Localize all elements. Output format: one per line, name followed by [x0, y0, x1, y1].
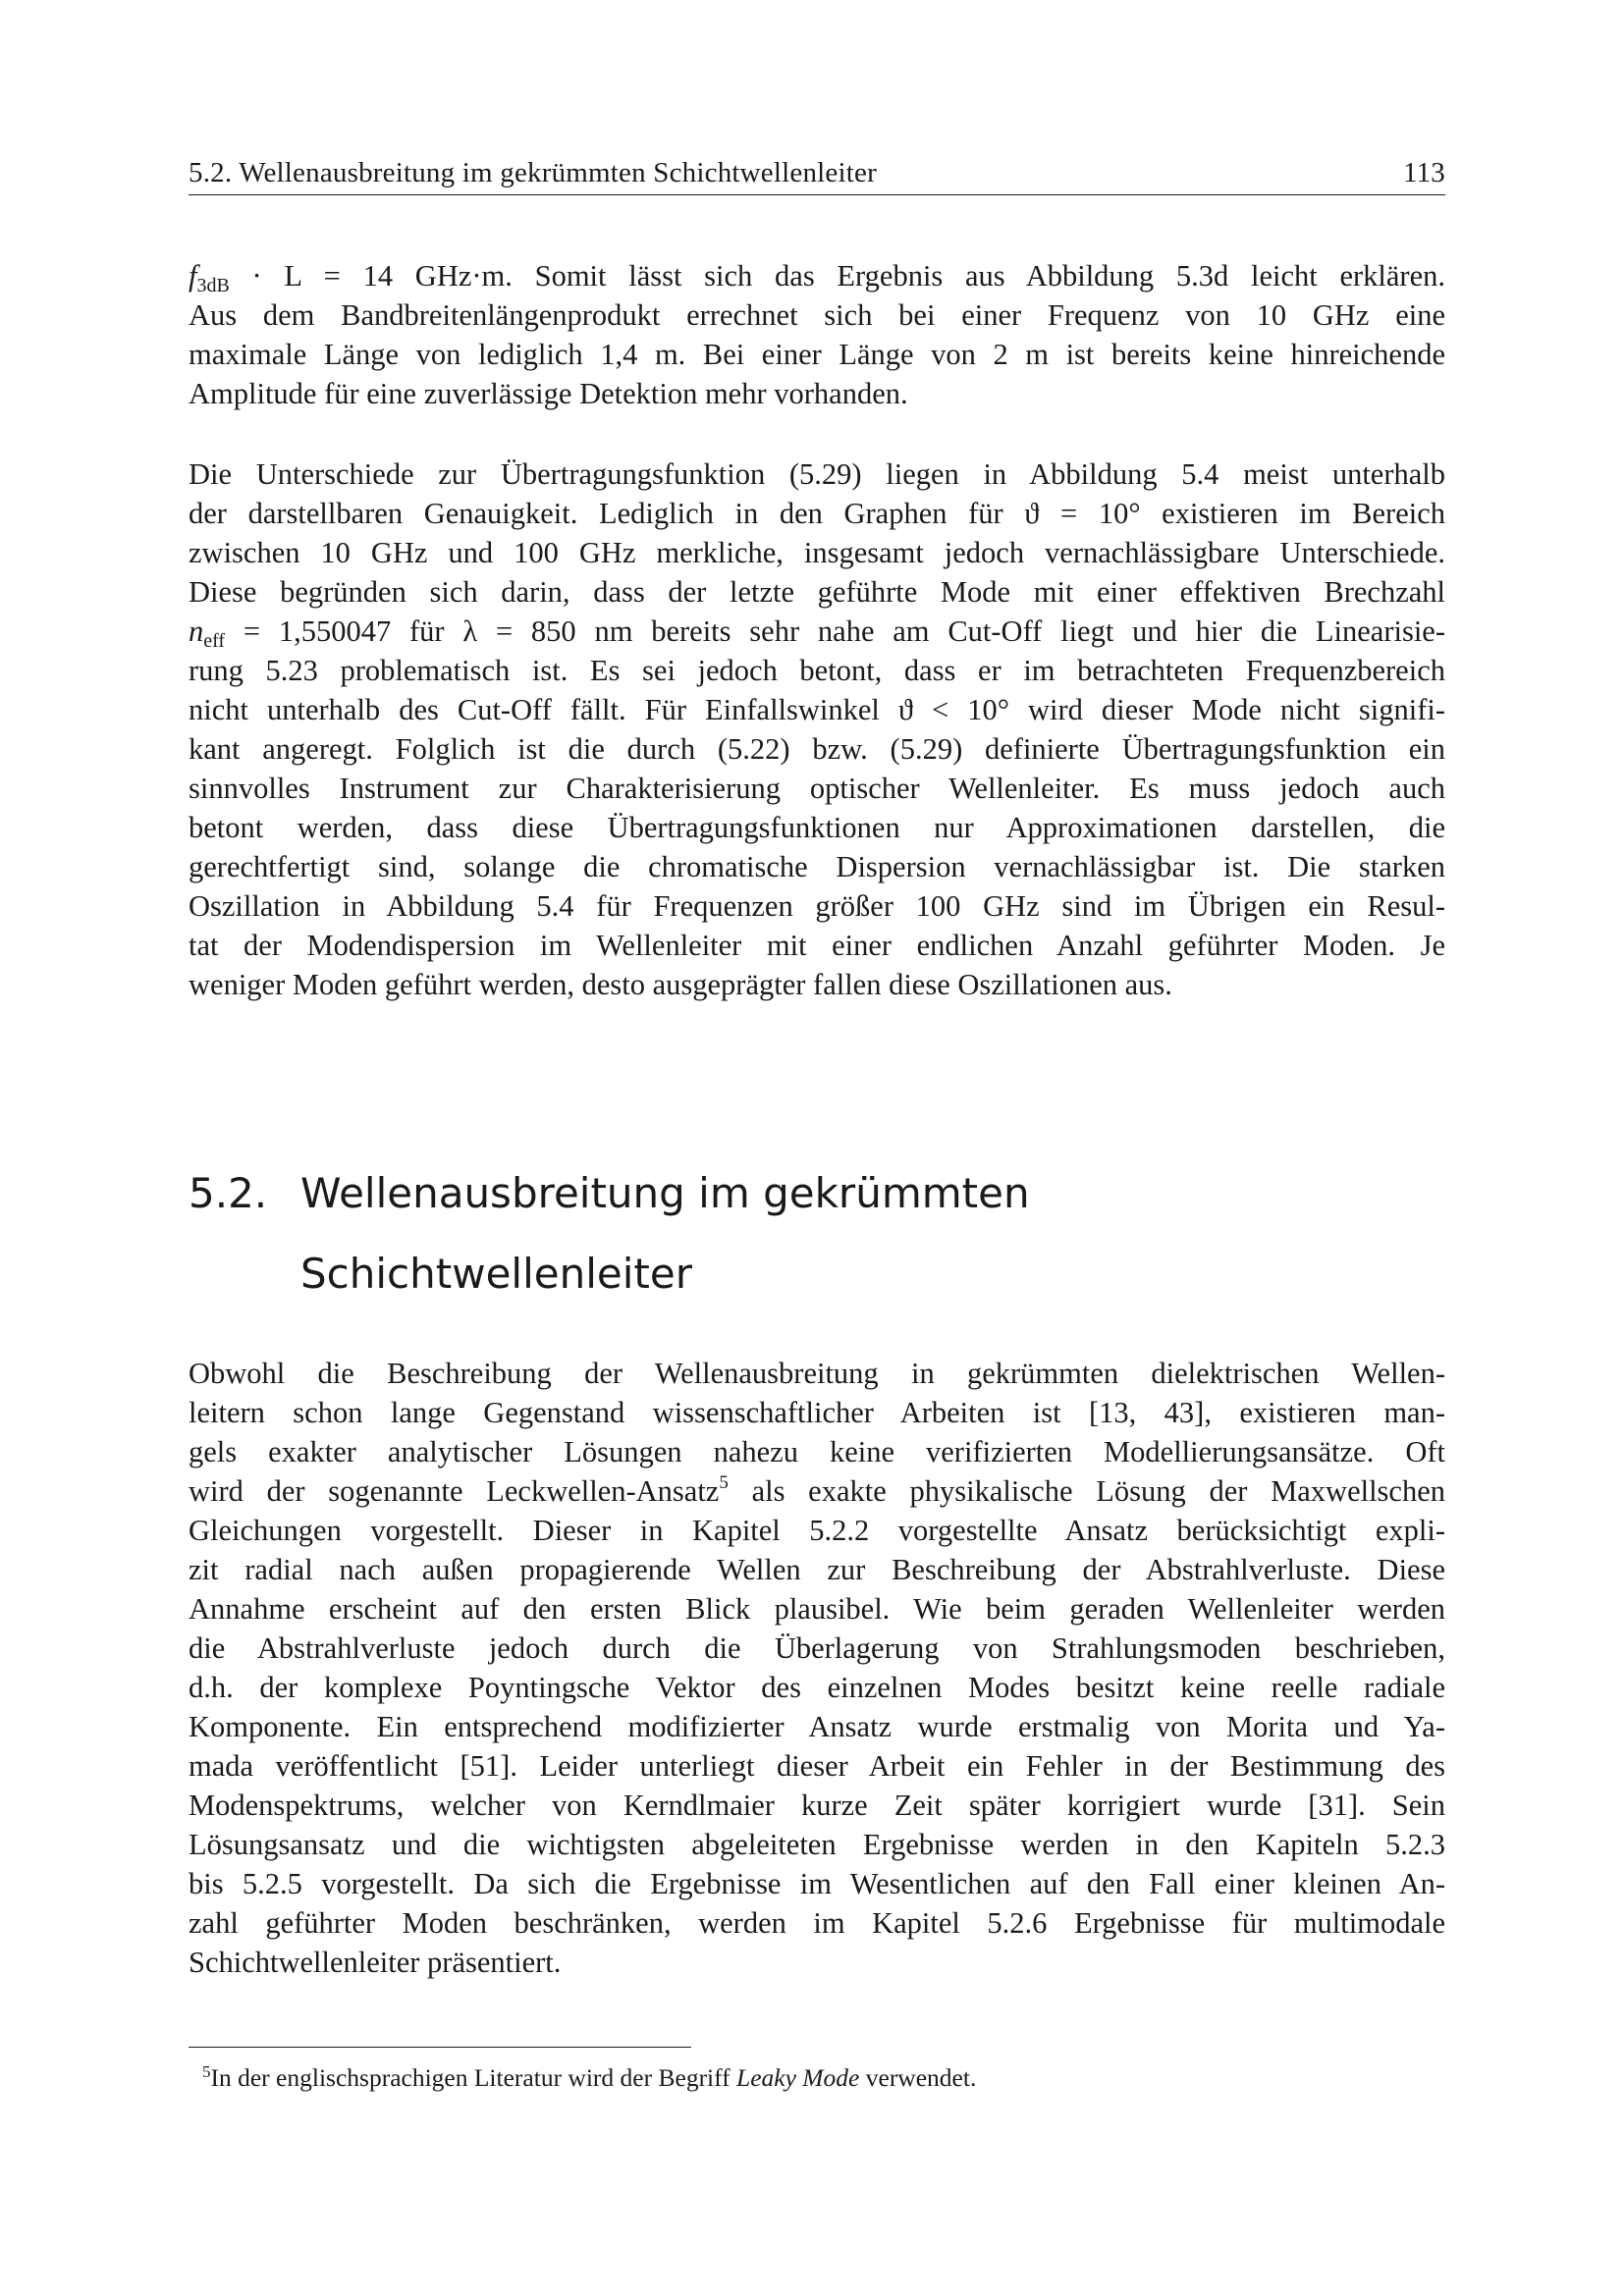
- text-line: zwischen 10 GHz und 100 GHz merkliche, insgesamt jedoch vernachlässigbare Unterschiede.: [189, 536, 1445, 569]
- text-line: Lösungsansatz und die wichtigsten abgeleiteten Ergebnisse werden in den Kapiteln 5.2.3: [189, 1828, 1445, 1861]
- document-page: [189, 0, 1445, 2296]
- text-line: Die Unterschiede zur Übertragungsfunktion (5.29) liegen in Abbildung 5.4 meist unterhalb: [189, 457, 1445, 491]
- text-line: nicht unterhalb des Cut-Off fällt. Für Einfallswinkel ϑ < 10° wird dieser Mode nicht signifi-: [189, 693, 1445, 726]
- text-line: rung 5.23 problematisch ist. Es sei jedoch betont, dass er im betrachteten Frequenzbereich: [189, 654, 1445, 687]
- paragraph-bandwidth-length: [189, 256, 1445, 413]
- text-line: zit radial nach außen propagierende Wellen zur Beschreibung der Abstrahlverluste. Diese: [189, 1553, 1445, 1586]
- text-line: tat der Modendispersion im Wellenleiter mit einer endlichen Anzahl geführter Moden. Je: [189, 929, 1445, 962]
- text-line: gerechtfertigt sind, solange die chromatische Dispersion vernachlässigbar ist. Die starken: [189, 850, 1445, 883]
- text-line: die Abstrahlverluste jedoch durch die Überlagerung von Strahlungsmoden beschrieben,: [189, 1631, 1445, 1665]
- section-title-line: Wellenausbreitung im gekrümmten: [300, 1169, 1030, 1217]
- text-line: Annahme erscheint auf den ersten Blick plausibel. Wie beim geraden Wellenleiter werden: [189, 1592, 1445, 1626]
- paragraph-curved-waveguide: [189, 1354, 1445, 1982]
- text-line: mada veröffentlicht [51]. Leider unterliegt dieser Arbeit ein Fehler in der Bestimmung des: [189, 1749, 1445, 1783]
- footnote: $^5$In der englischsprachigen Literatur wird der Begriff Leaky Mode verwendet.: [202, 2062, 977, 2092]
- text-line: Schichtwellenleiter präsentiert.: [189, 1946, 562, 1979]
- text-line: Diese begründen sich darin, dass der letzte geführte Mode mit einer effektiven Brechzahl: [189, 575, 1445, 609]
- text-line: weniger Moden geführt werden, desto ausgeprägter fallen diese Oszillationen aus.: [189, 968, 1172, 1001]
- paragraph-transfer-function: [189, 454, 1445, 1004]
- running-head: [189, 155, 1445, 195]
- text-line: Obwohl die Beschreibung der Wellenausbreitung in gekrümmten dielektrischen Wellen-: [189, 1357, 1445, 1390]
- text-line: Gleichungen vorgestellt. Dieser in Kapitel 5.2.2 vorgestellte Ansatz berücksichtigt expli-: [189, 1514, 1445, 1547]
- text-line: kant angeregt. Folglich ist die durch (5.22) bzw. (5.29) definierte Übertragungsfunktion ein: [189, 732, 1445, 766]
- text-line: Komponente. Ein entsprechend modifizierter Ansatz wurde erstmalig von Morita und Ya-: [189, 1710, 1445, 1743]
- footnote-reference[interactable]: 5: [719, 1472, 729, 1493]
- text-line: Amplitude für eine zuverlässige Detektion mehr vorhanden.: [189, 377, 908, 410]
- text-line: zahl geführter Moden beschränken, werden im Kapitel 5.2.6 Ergebnisse für multimodale: [189, 1906, 1445, 1940]
- page-number: 113: [1402, 157, 1445, 188]
- text-line: der darstellbaren Genauigkeit. Lediglich in den Graphen für ϑ = 10° existieren im Bereich: [189, 497, 1445, 530]
- section-title: [300, 1153, 1380, 1314]
- text-line: sinnvolles Instrument zur Charakterisierung optischer Wellenleiter. Es muss jedoch auch: [189, 772, 1445, 805]
- text-line: gels exakter analytischer Lösungen nahezu keine verifizierten Modellierungsansätze. Oft: [189, 1435, 1445, 1468]
- text-line: Modenspektrums, welcher von Kerndlmaier kurze Zeit später korrigiert wurde [31]. Sein: [189, 1789, 1445, 1822]
- text-line: d.h. der komplexe Poyntingsche Vektor des einzelnen Modes besitzt keine reelle radiale: [189, 1671, 1445, 1704]
- text-line: Oszillation in Abbildung 5.4 für Frequenzen größer 100 GHz sind im Übrigen ein Resul-: [189, 889, 1445, 923]
- text-line: leitern schon lange Gegenstand wissenschaftlicher Arbeiten ist [13, 43], existieren man-: [189, 1396, 1445, 1429]
- text-line: $n_{eff} = 1,550047$ für λ = 850 nm bereits sehr nahe am Cut-Off liegt und hier die Linearisie-: [189, 614, 1445, 652]
- text-line: maximale Länge von lediglich 1,4 m. Bei einer Länge von 2 m ist bereits keine hinreichende: [189, 338, 1445, 371]
- footnote-divider: [189, 2047, 691, 2048]
- text-line: betont werden, dass diese Übertragungsfunktionen nur Approximationen darstellen, die: [189, 811, 1445, 844]
- section-title-line: Schichtwellenleiter: [300, 1250, 692, 1298]
- footnote-marker: 5: [202, 2062, 211, 2081]
- running-head-title: 5.2. Wellenausbreitung im gekrümmten Schichtwellenleiter: [189, 157, 877, 188]
- text-line: Aus dem Bandbreitenlängenprodukt errechnet sich bei einer Frequenz von 10 GHz eine: [189, 298, 1445, 332]
- text-line: wird der sogenannte Leckwellen-Ansatz$^5$ als exakte physikalische Lösung der Maxwellschen: [189, 1472, 1445, 1508]
- section-number: 5.2.: [189, 1169, 268, 1217]
- text-line: $f_{3dB} \cdot L = 14$ GHz·m. Somit lässt sich das Ergebnis aus Abbildung 5.3d leicht erklären.: [189, 259, 1445, 296]
- text-line: bis 5.2.5 vorgestellt. Da sich die Ergebnisse im Wesentlichen auf den Fall einer kleinen An-: [189, 1867, 1445, 1900]
